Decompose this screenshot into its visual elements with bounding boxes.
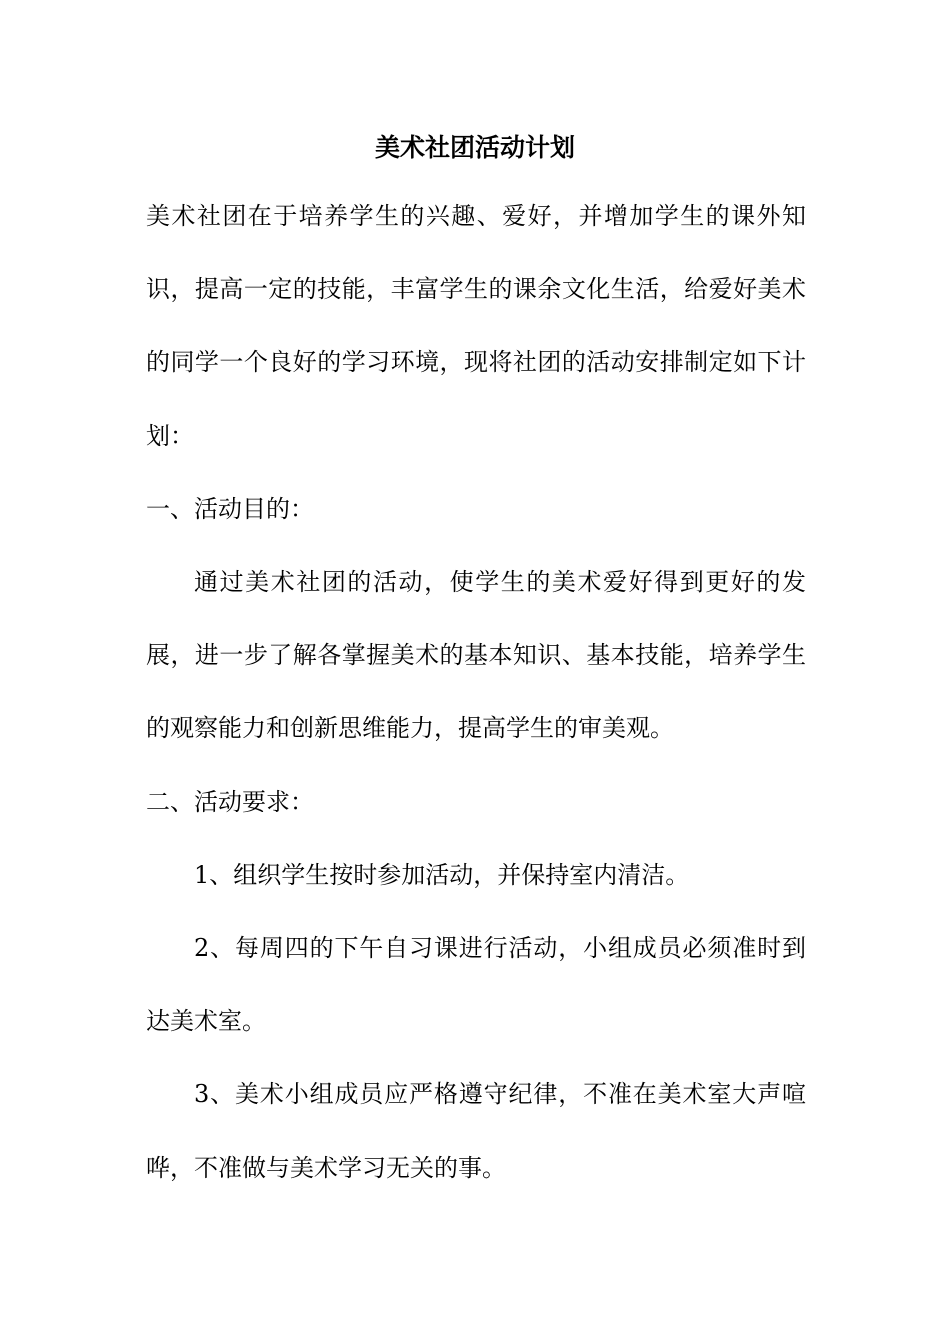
requirement-item-1: 1、组织学生按时参加活动，并保持室内清洁。 bbox=[194, 860, 690, 889]
requirement-item-2: 2、每周四的下午自习课进行活动，小组成员必须准时到达美术室。 bbox=[146, 934, 806, 1036]
purpose-paragraph: 通过美术社团的活动，使学生的美术爱好得到更好的发展，进一步了解各掌握美术的基本知识、基本技能，培养学生的观察能力和创新思维能力，提高学生的审美观。 bbox=[146, 568, 806, 743]
section-heading-purpose: 一、活动目的： bbox=[146, 494, 314, 523]
document-body bbox=[146, 180, 806, 1205]
section-heading-requirements: 二、活动要求： bbox=[146, 787, 314, 816]
requirement-item-3: 3、美术小组成员应严格遵守纪律，不准在美术室大声喧哗，不准做与美术学习无关的事。 bbox=[146, 1080, 806, 1182]
page-title: 美术社团活动计划 bbox=[374, 133, 575, 162]
intro-paragraph: 美术社团在于培养学生的兴趣、爱好，并增加学生的课外知识，提高一定的技能，丰富学生的课余文化生活，给爱好美术的同学一个良好的学习环境，现将社团的活动安排制定如下计划： bbox=[146, 202, 806, 450]
